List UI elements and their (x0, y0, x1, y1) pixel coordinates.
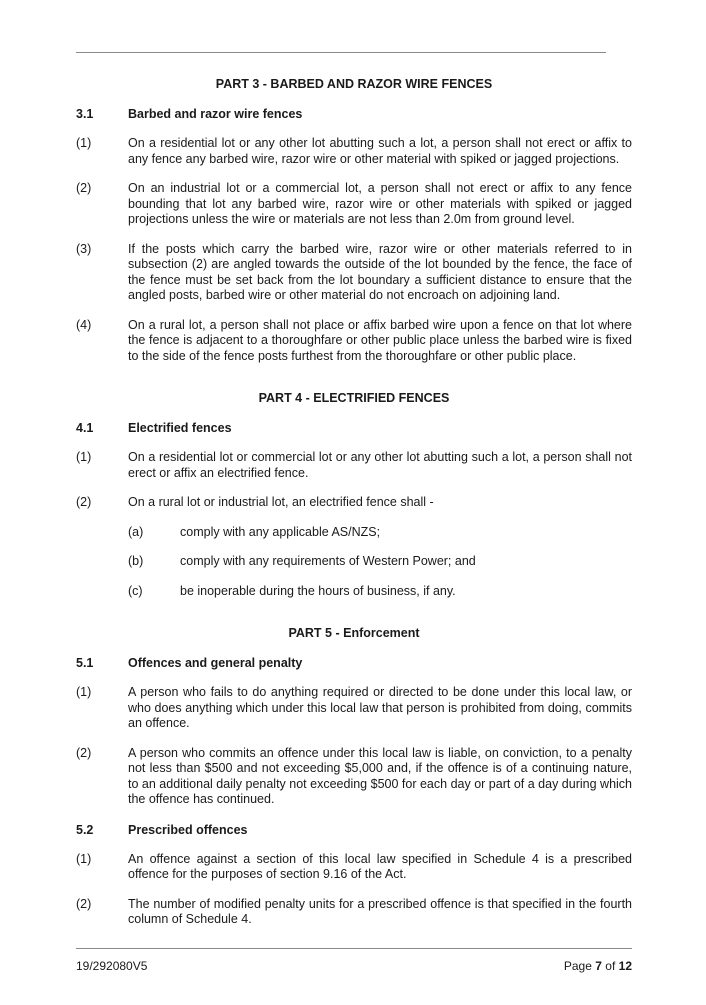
paragraph-number: (1) (76, 851, 92, 866)
paragraph-number: (2) (76, 745, 92, 760)
page-content (76, 76, 632, 928)
section-title: Prescribed offences (128, 822, 248, 837)
paragraph (76, 897, 632, 928)
paragraph-text: If the posts which carry the barbed wire, razor wire or other materials referred to in subsection (2) are angled towards the outside of the lot bounded by the fence, the face of the fence must be set back from the lot boundary a sufficient distance to ensure that the angled posts, barbed wire or other material do not encroach on adjoining land. (128, 241, 632, 302)
section-number: 3.1 (76, 107, 94, 121)
part-3-heading: PART 3 - BARBED AND RAZOR WIRE FENCES (215, 77, 493, 91)
page-indicator (564, 958, 632, 974)
paragraph (76, 242, 632, 304)
page-number: 7 (595, 959, 602, 973)
paragraph-number: (2) (76, 896, 92, 911)
paragraph-number: (2) (76, 181, 92, 195)
paragraph-text: On a rural lot or industrial lot, an electrified fence shall - (128, 495, 434, 509)
sub-paragraph-text: comply with any requirements of Western Power; and (180, 554, 476, 568)
part-5-heading: PART 5 - Enforcement (288, 626, 420, 640)
section-title: Electrified fences (128, 421, 232, 435)
page-total: 12 (618, 959, 632, 973)
paragraph (76, 495, 632, 511)
paragraph-number: (1) (76, 136, 92, 150)
sub-paragraph-number: (b) (128, 554, 144, 568)
of-word: of (605, 959, 616, 973)
section-number: 5.2 (76, 822, 94, 837)
section-number: 4.1 (76, 421, 94, 435)
sub-paragraph-text: comply with any applicable AS/NZS; (180, 524, 381, 539)
paragraph (76, 852, 632, 883)
paragraph-text: On a rural lot, a person shall not place or affix barbed wire upon a fence on that lot where the fence is adjacent to a thoroughfare or other public place unless the barbed wire is fixed to the side of the fence posts furthest from the thoroughfare or other public place. (128, 317, 632, 363)
paragraph-text: A person who commits an offence under this local law is liable, on conviction, to a penalty not less than $500 and not exceeding $5,000 and, if the offence is of a continuing nature, to an additional daily penalty not exceeding $500 for each day or part of a day during which the offence has continued. (128, 745, 632, 806)
paragraph-text: An offence against a section of this local law specified in Schedule 4 is a prescribed offence for the purposes of section 9.16 of the Act. (128, 851, 632, 881)
page-word: Page (563, 959, 592, 973)
sub-paragraph-text: be inoperable during the hours of business, if any. (180, 583, 456, 598)
paragraph (76, 318, 632, 365)
part-4-heading: PART 4 - ELECTRIFIED FENCES (258, 391, 450, 405)
section-3-1-heading (76, 106, 632, 122)
paragraph (76, 181, 632, 228)
paragraph-number: (2) (76, 495, 92, 509)
paragraph-number: (4) (76, 317, 92, 332)
section-5-1-heading (76, 655, 632, 671)
paragraph-text: On an industrial lot or a commercial lot, a person shall not erect or affix to any fence bounding that lot any barbed wire, razor wire or other materials with spiked or jagged projections unless the wire or materials are not less than 2.0m from ground level. (128, 181, 632, 226)
sub-paragraph (128, 525, 632, 541)
document-reference: 19/292080V5 (76, 959, 148, 973)
section-title: Offences and general penalty (128, 656, 303, 670)
paragraph (76, 746, 632, 808)
sub-paragraph-number: (c) (128, 583, 143, 598)
section-title: Barbed and razor wire fences (128, 107, 303, 121)
header-rule (76, 52, 606, 53)
paragraph (76, 450, 632, 481)
paragraph (76, 136, 632, 167)
footer-rule (76, 948, 632, 949)
paragraph-text: On a residential lot or commercial lot or any other lot abutting such a lot, a person shall not erect or affix an electrified fence. (128, 450, 632, 480)
paragraph (76, 685, 632, 732)
section-4-1-heading (76, 420, 632, 436)
section-5-2-heading (76, 822, 632, 838)
paragraph-number: (3) (76, 241, 92, 256)
section-number: 5.1 (76, 656, 94, 670)
paragraph-text: The number of modified penalty units for a prescribed offence is that specified in the fourth column of Schedule 4. (128, 896, 632, 926)
sub-paragraph (128, 584, 632, 600)
sub-paragraph (128, 554, 632, 570)
page-footer (76, 958, 632, 974)
paragraph-text: On a residential lot or any other lot abutting such a lot, a person shall not erect or affix to any fence any barbed wire, razor wire or other material with spiked or jagged projections. (128, 136, 632, 166)
paragraph-number: (1) (76, 685, 92, 699)
paragraph-number: (1) (76, 450, 92, 464)
sub-paragraph-number: (a) (128, 524, 144, 539)
paragraph-text: A person who fails to do anything required or directed to be done under this local law, or who does anything which under this local law that person is prohibited from doing, commits an offence. (128, 685, 632, 730)
